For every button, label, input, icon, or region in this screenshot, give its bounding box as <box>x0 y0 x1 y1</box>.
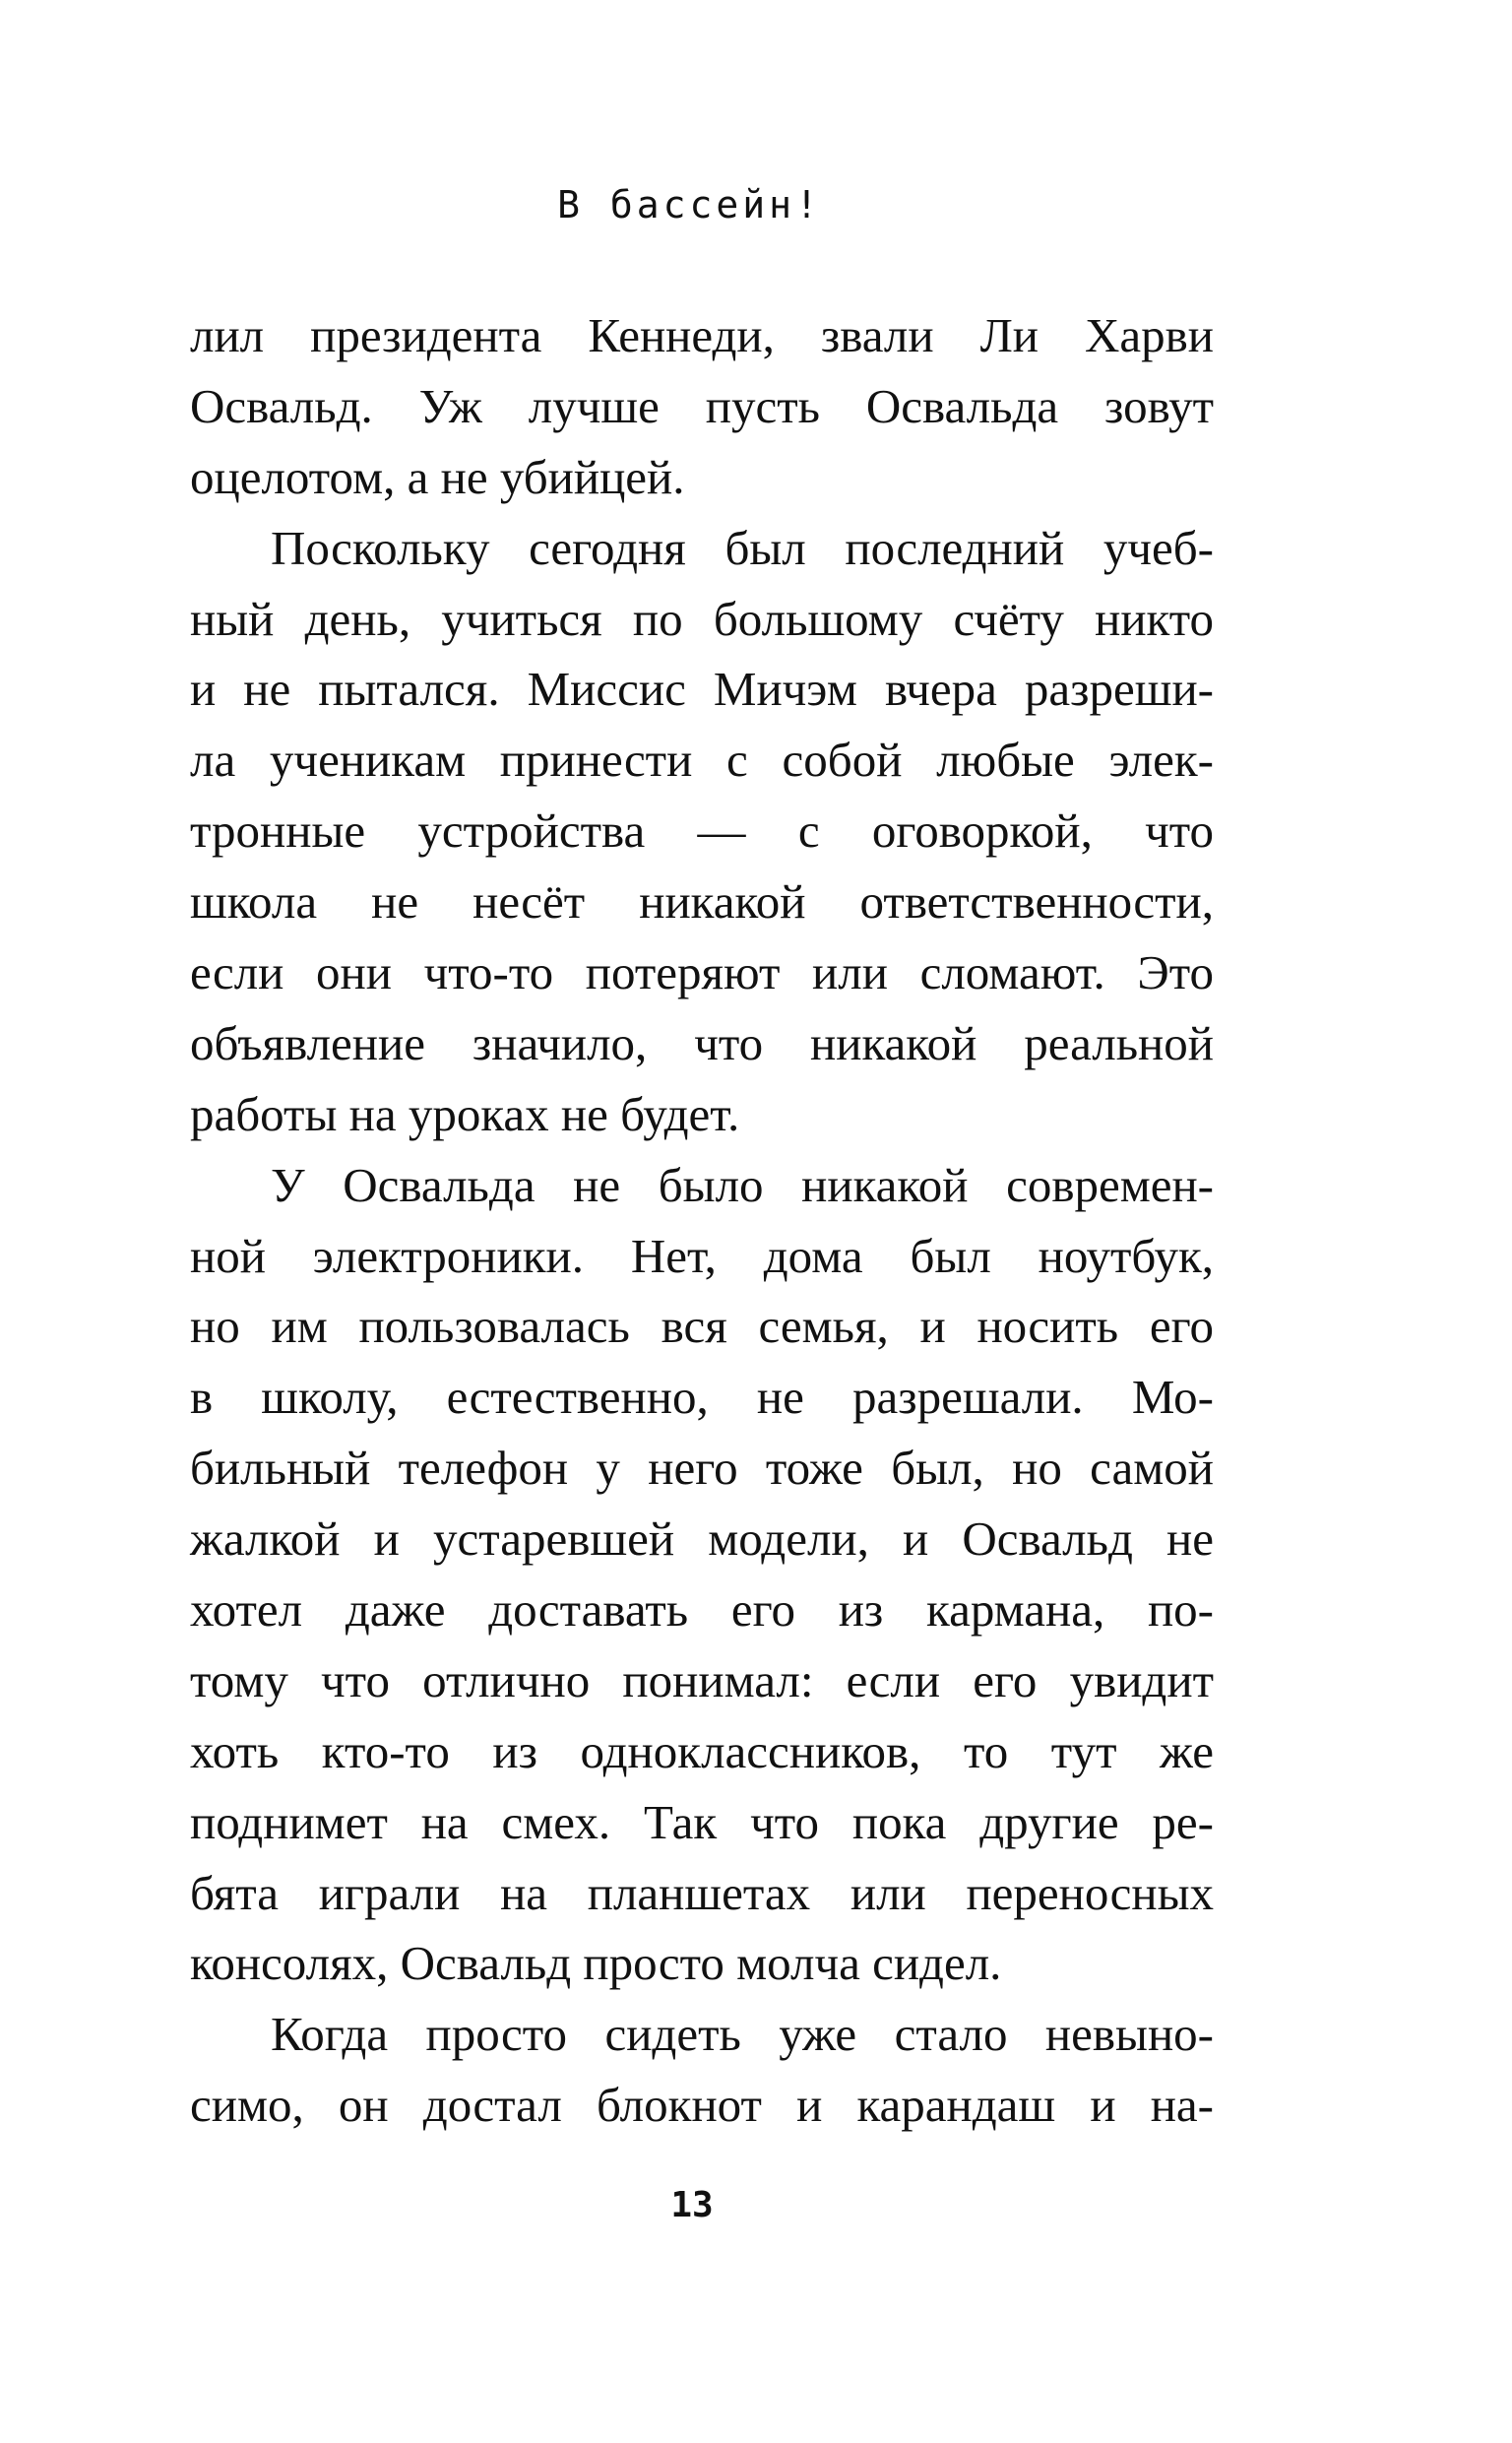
paragraph <box>190 300 1214 513</box>
paragraph <box>190 513 1214 1150</box>
page-number: 13 <box>670 2185 714 2225</box>
text-line: если они что-то потеряют или сломают. Это <box>190 945 1214 1000</box>
text-line: Освальд. Уж лучше пусть Освальда зовут <box>190 378 1214 433</box>
text-line: объявление значило, что никакой реальной <box>190 1015 1214 1070</box>
text-line: в школу, естественно, не разрешали. Мо- <box>190 1370 1214 1425</box>
text-line: хоть кто-то из одноклассников, то тут же <box>190 1723 1214 1778</box>
text-line: жалкой и устаревшей модели, и Освальд не <box>190 1511 1214 1567</box>
text-line: лил президента Кеннеди, звали Ли Харви <box>190 308 1214 362</box>
text-line: и не пытался. Миссис Мичэм вчера разреши- <box>190 662 1214 717</box>
text-line: ла ученикам принести с собой любые элек- <box>190 733 1214 788</box>
text-line: но им пользовалась вся семья, и носить его <box>190 1299 1214 1354</box>
text-line: Когда просто сидеть уже стало невыно- <box>271 2007 1214 2062</box>
body-text <box>190 300 1214 2141</box>
text-line: ный день, учиться по большому счёту никто <box>190 591 1214 646</box>
text-line: тому что отлично понимал: если его увидит <box>190 1652 1214 1707</box>
text-line: консолях, Освальд просто молча сидел. <box>190 1936 1002 1991</box>
text-line: бята играли на планшетах или переносных <box>190 1865 1214 1920</box>
text-line: бильный телефон у него тоже был, но самой <box>190 1441 1214 1496</box>
paragraph <box>190 1150 1214 2000</box>
text-line: Поскольку сегодня был последний учеб- <box>271 520 1214 575</box>
text-line: оцелотом, а не убийцей. <box>190 449 685 504</box>
running-header: В бассейн! <box>557 183 822 226</box>
text-line: поднимет на смех. Так что пока другие ре- <box>190 1794 1214 1849</box>
text-line: тронные устройства — с оговоркой, что <box>190 804 1214 859</box>
paragraph <box>190 1999 1214 2141</box>
text-line: хотел даже доставать его из кармана, по- <box>190 1582 1214 1638</box>
text-line: работы на уроках не будет. <box>190 1086 740 1141</box>
text-line: школа не несёт никакой ответственности, <box>190 874 1214 930</box>
text-line: У Освальда не было никакой современ- <box>271 1157 1214 1212</box>
text-line: ной электроники. Нет, дома был ноутбук, <box>190 1228 1214 1283</box>
text-line: симо, он достал блокнот и карандаш и на- <box>190 2078 1214 2133</box>
